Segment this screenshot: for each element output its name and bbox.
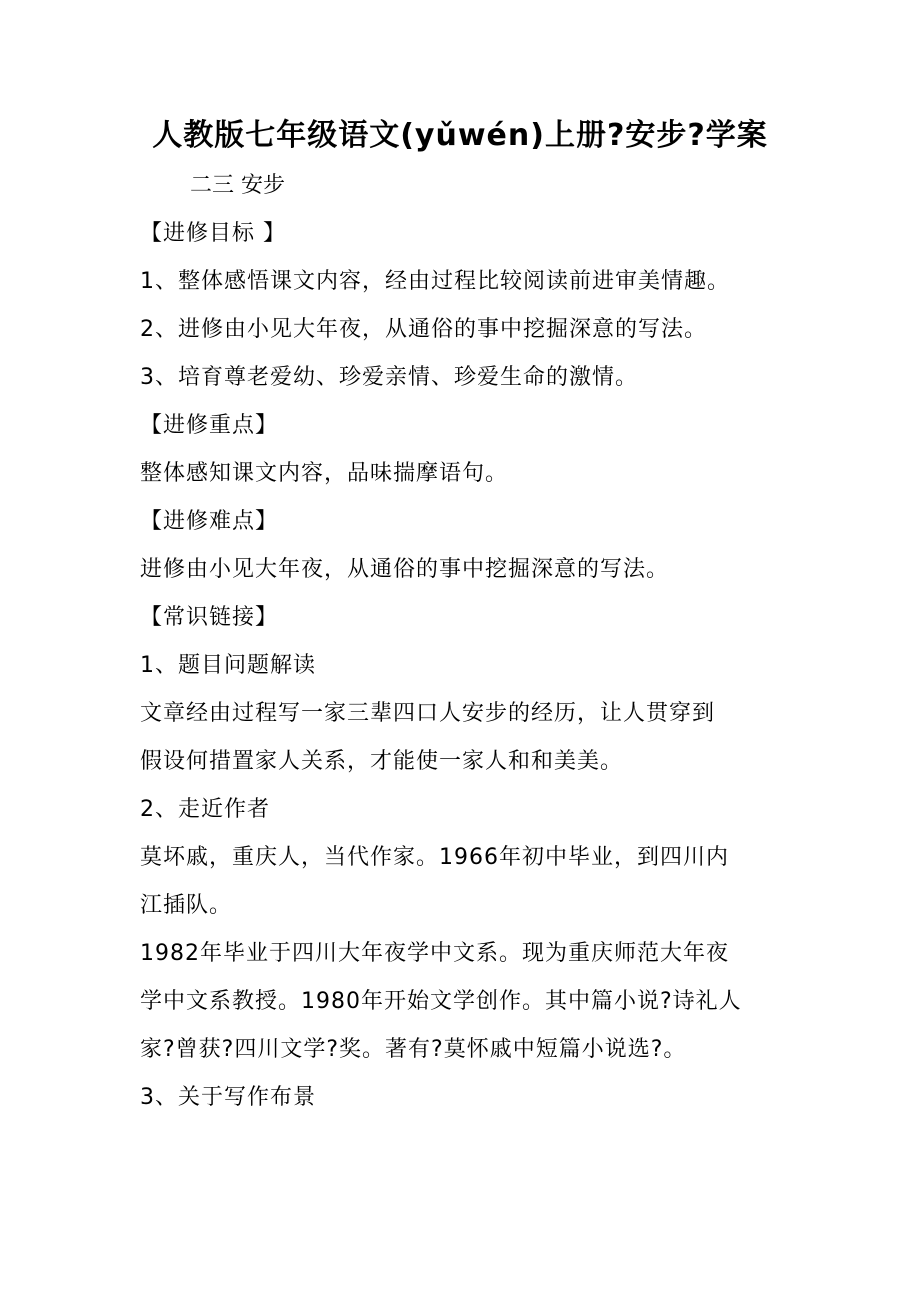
paragraph-line: 2、进修由小见大年夜，从通俗的事中挖掘深意的写法。 — [140, 317, 707, 342]
paragraph-line: 1982年毕业于四川大年夜学中文系。现为重庆师范大年夜 — [140, 941, 729, 966]
paragraph-line: 莫坏戚，重庆人，当代作家。1966年初中毕业，到四川内 — [140, 845, 729, 870]
section-heading-key-points: 【进修重点】 — [140, 413, 279, 438]
paragraph-line: 文章经由过程写一家三辈四口人安步的经历，让人贯穿到 — [140, 701, 716, 726]
paragraph-line: 1、整体感悟课文内容，经由过程比较阅读前进审美情趣。 — [140, 269, 730, 294]
section-heading-difficulties: 【进修难点】 — [140, 509, 279, 534]
paragraph-line: 进修由小见大年夜，从通俗的事中挖掘深意的写法。 — [140, 557, 670, 582]
paragraph-line: 3、关于写作布景 — [140, 1085, 316, 1110]
document-subtitle: 二三 安步 — [190, 173, 285, 198]
section-heading-objectives: 【进修目标 】 — [140, 221, 286, 246]
paragraph-line: 3、培育尊老爱幼、珍爱亲情、珍爱生命的激情。 — [140, 365, 638, 390]
paragraph-line: 家?曾获?四川文学?奖。著有?莫怀戚中短篇小说选?。 — [140, 1037, 687, 1062]
paragraph-line: 江插队。 — [140, 893, 233, 918]
paragraph-line: 学中文系教授。1980年开始文学创作。其中篇小说?诗礼人 — [140, 989, 742, 1014]
section-heading-knowledge-links: 【常识链接】 — [140, 605, 279, 630]
paragraph-line: 假设何措置家人关系，才能使一家人和和美美。 — [140, 749, 624, 774]
paragraph-line: 2、走近作者 — [140, 797, 270, 822]
document-title: 人教版七年级语文(yǔwén)上册?安步?学案 — [152, 118, 768, 153]
paragraph-line: 整体感知课文内容，品味揣摩语句。 — [140, 461, 509, 486]
paragraph-line: 1、题目问题解读 — [140, 653, 316, 678]
